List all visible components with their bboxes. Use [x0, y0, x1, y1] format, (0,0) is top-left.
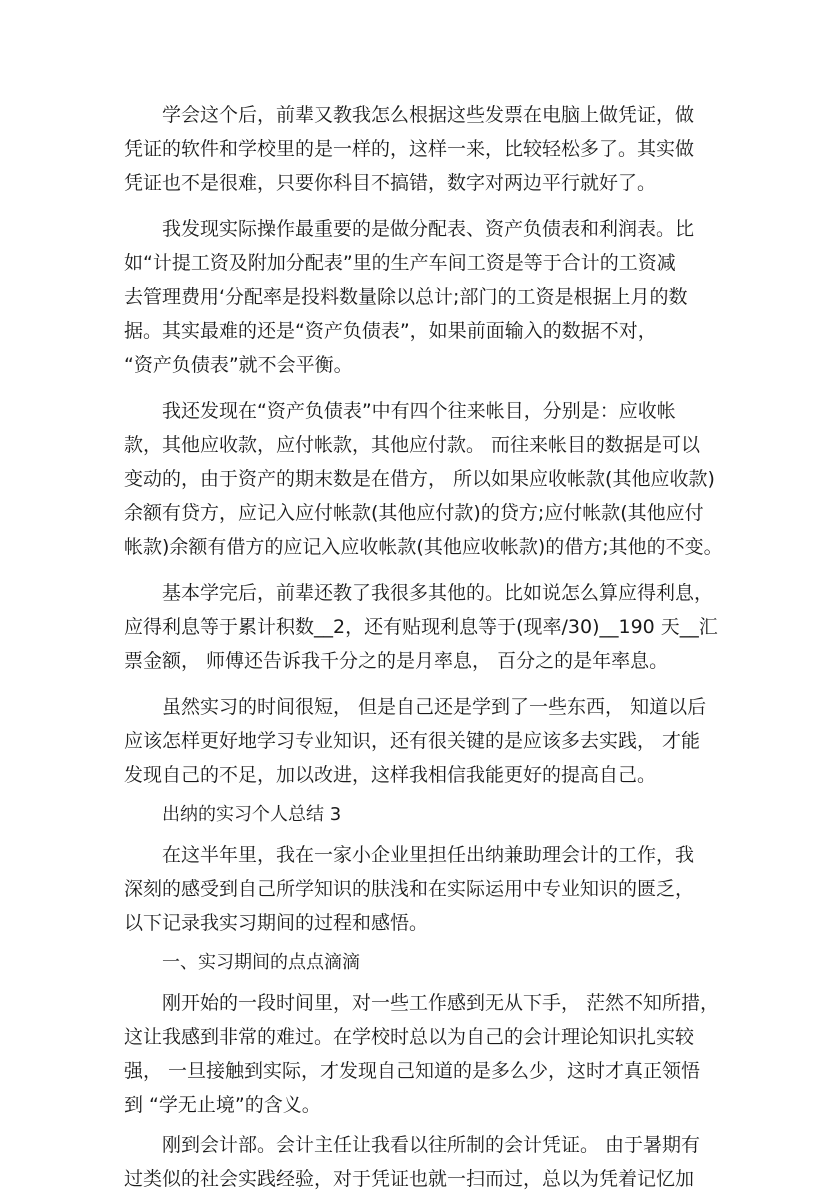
text-line: 虽然实习的时间很短， 但是自己还是学到了一些东西， 知道以后	[162, 696, 707, 718]
paragraph-5	[124, 690, 714, 792]
text-line: 强， 一旦接触到实际，才发现自己知道的是多么少，这时才真正领悟	[124, 1060, 701, 1082]
section-title: 出纳的实习个人总结 3	[162, 804, 342, 825]
paragraph-after-subheading	[124, 986, 720, 1122]
text-line: 如“计提工资及附加分配表”里的生产车间工资是等于合计的工资减	[124, 252, 676, 274]
paragraph-1	[124, 98, 714, 200]
text-line: 变动的，由于资产的期末数是在借方， 所以如果应收帐款(其他应收款)	[124, 468, 715, 490]
text-line: 票金额， 师傅还告诉我千分之的是月率息， 百分之的是年率息。	[124, 650, 669, 672]
text-line: 款，其他应收款，应付帐款，其他应付款。 而往来帐目的数据是可以	[124, 434, 701, 456]
text-line: “资产负债表”就不会平衡。	[124, 354, 353, 376]
text-line: 过类似的社会实践经验，对于凭证也就一扫而过，总以为凭着记忆加	[124, 1168, 695, 1190]
text-line: 我还发现在“资产负债表”中有四个往来帐目，分别是：应收帐	[162, 400, 676, 422]
paragraph-4	[124, 576, 718, 678]
text-line: 去管理费用‘分配率是投料数量除以总计;部门的工资是根据上月的数	[124, 286, 688, 308]
text-line: 基本学完后，前辈还教了我很多其他的。比如说怎么算应得利息，	[162, 582, 714, 604]
text-line: 帐款)余额有借方的应记入应收帐款(其他应收帐款)的借方;其他的不变。	[124, 536, 723, 558]
text-line: 这让我感到非常的难过。在学校时总以为自己的会计理论知识扎实较	[124, 1026, 695, 1048]
text-line: 刚开始的一段时间里，对一些工作感到无从下手， 茫然不知所措，	[162, 992, 720, 1014]
text-line: 在这半年里，我在一家小企业里担任出纳兼助理会计的工作，我	[162, 844, 695, 866]
text-line: 凭证的软件和学校里的是一样的，这样一来，比较轻松多了。其实做	[124, 138, 695, 160]
document-body	[124, 98, 723, 1196]
paragraph-2	[124, 212, 714, 382]
subheading: 一、实习期间的点点滴滴	[162, 952, 360, 973]
text-line: 发现自己的不足，加以改进，这样我相信我能更好的提高自己。	[124, 764, 657, 786]
text-line: 以下记录我实习期间的过程和感悟。	[124, 912, 429, 934]
text-line: 学会这个后，前辈又教我怎么根据这些发票在电脑上做凭证，做	[162, 104, 695, 126]
last-paragraph	[124, 1128, 714, 1196]
text-line: 据。其实最难的还是“资产负债表”，如果前面输入的数据不对，	[124, 320, 657, 342]
text-line: 我发现实际操作最重要的是做分配表、资产负债表和利润表。比	[162, 218, 695, 240]
text-line: 余额有贷方，应记入应付帐款(其他应付款)的贷方;应付帐款(其他应付	[124, 502, 704, 524]
text-line: 到 “学无止境”的含义。	[124, 1094, 321, 1116]
intro-paragraph	[124, 838, 714, 940]
text-line: 应该怎样更好地学习专业知识，还有很关键的是应该多去实践， 才能	[124, 730, 701, 752]
text-line: 深刻的感受到自己所学知识的肤浅和在实际运用中专业知识的匮乏，	[124, 878, 695, 900]
text-line: 刚到会计部。会计主任让我看以往所制的会计凭证。 由于暑期有	[162, 1134, 701, 1156]
paragraph-3	[124, 394, 723, 564]
text-line: 应得利息等于累计积数__2，还有贴现利息等于(现率/30)__190 天__汇	[124, 616, 718, 638]
text-line: 凭证也不是很难，只要你科目不搞错，数字对两边平行就好了。	[124, 172, 657, 194]
